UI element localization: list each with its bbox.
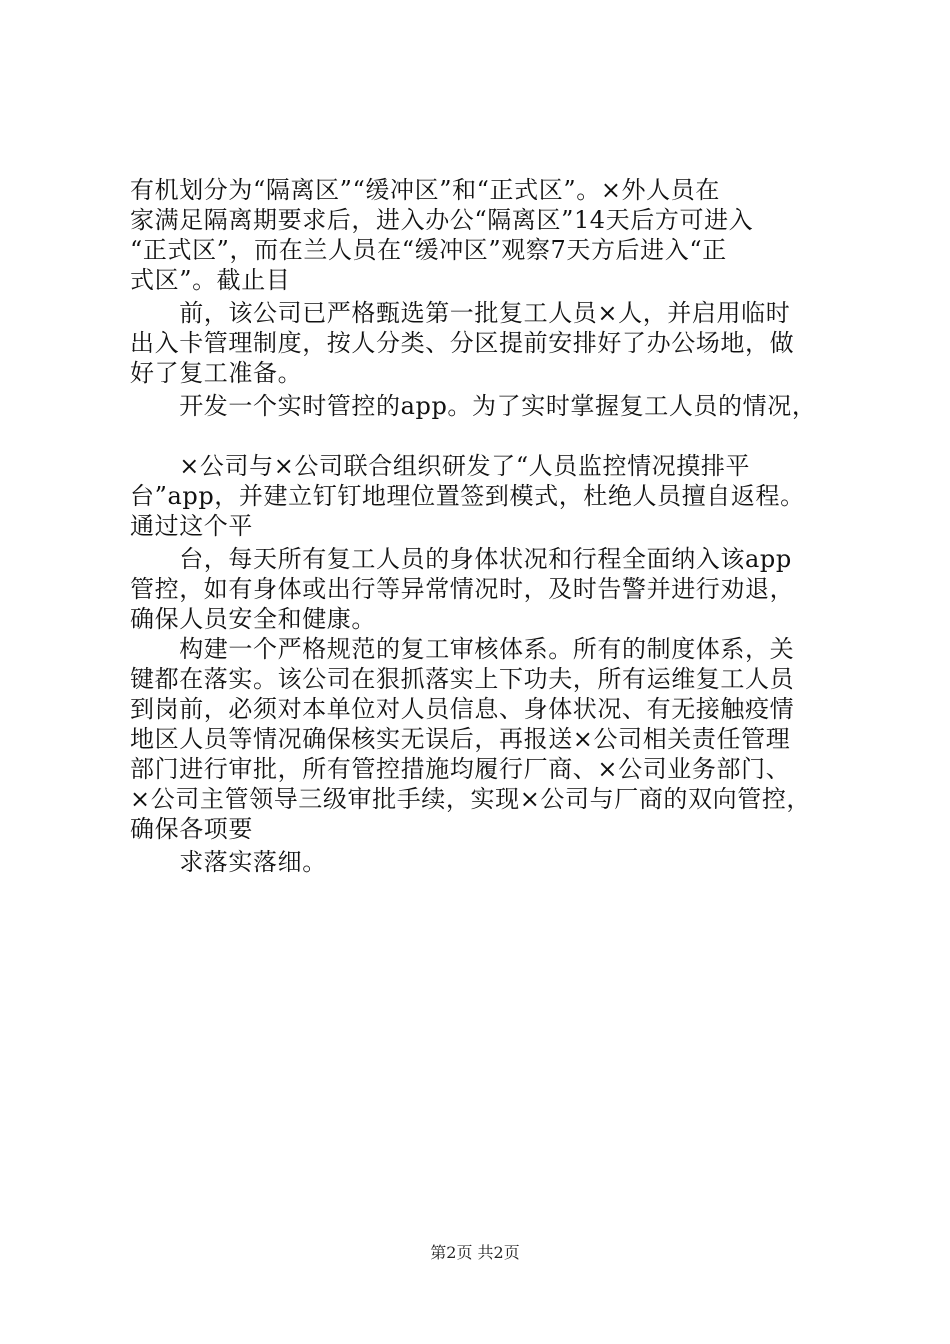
body-text-line: ×公司主管领导三级审批手续，实现×公司与厂商的双向管控， <box>130 785 812 813</box>
body-text-line: 部门进行审批，所有管控措施均履行厂商、×公司业务部门、 <box>130 755 791 783</box>
body-text-line: ×公司与×公司联合组织研发了“人员监控情况摸排平 <box>130 452 751 480</box>
body-text-line: 好了复工准备。 <box>130 359 303 387</box>
body-text-line: 式区”。截止目 <box>130 266 291 294</box>
body-text-line: 通过这个平 <box>130 512 253 540</box>
body-text-line: 开发一个实时管控的app。为了实时掌握复工人员的情况， <box>130 392 817 420</box>
body-text-line: 构建一个严格规范的复工审核体系。所有的制度体系，关 <box>130 635 795 663</box>
body-text-line: 确保各项要 <box>130 815 253 843</box>
body-text-line: 台，每天所有复工人员的身体状况和行程全面纳入该app <box>130 545 792 573</box>
body-text-line: 台”app，并建立钉钉地理位置签到模式，杜绝人员擅自返程。 <box>130 482 805 510</box>
body-text-line: 管控，如有身体或出行等异常情况时，及时告警并进行劝退， <box>130 575 795 603</box>
body-text-line: 确保人员安全和健康。 <box>130 605 376 633</box>
body-text-line: 键都在落实。该公司在狠抓落实上下功夫，所有运维复工人员 <box>130 665 795 693</box>
page-number-footer: 第2页 共2页 <box>430 1243 520 1262</box>
body-text-line: 前，该公司已严格甄选第一批复工人员×人，并启用临时 <box>130 299 791 327</box>
body-text-line: 家满足隔离期要求后，进入办公“隔离区”14天后方可进入 <box>130 206 754 234</box>
body-text-line: 出入卡管理制度，按人分类、分区提前安排好了办公场地，做 <box>130 329 795 357</box>
body-text-line: 求落实落细。 <box>130 848 327 876</box>
body-text-line: “正式区”，而在兰人员在“缓冲区”观察7天方后进入“正 <box>130 236 727 264</box>
body-text-line: 地区人员等情况确保核实无误后，再报送×公司相关责任管理 <box>130 725 791 753</box>
body-text-line: 有机划分为“隔离区”“缓冲区”和“正式区”。×外人员在 <box>130 176 720 204</box>
body-text-line: 到岗前，必须对本单位对人员信息、身体状况、有无接触疫情 <box>130 695 795 723</box>
